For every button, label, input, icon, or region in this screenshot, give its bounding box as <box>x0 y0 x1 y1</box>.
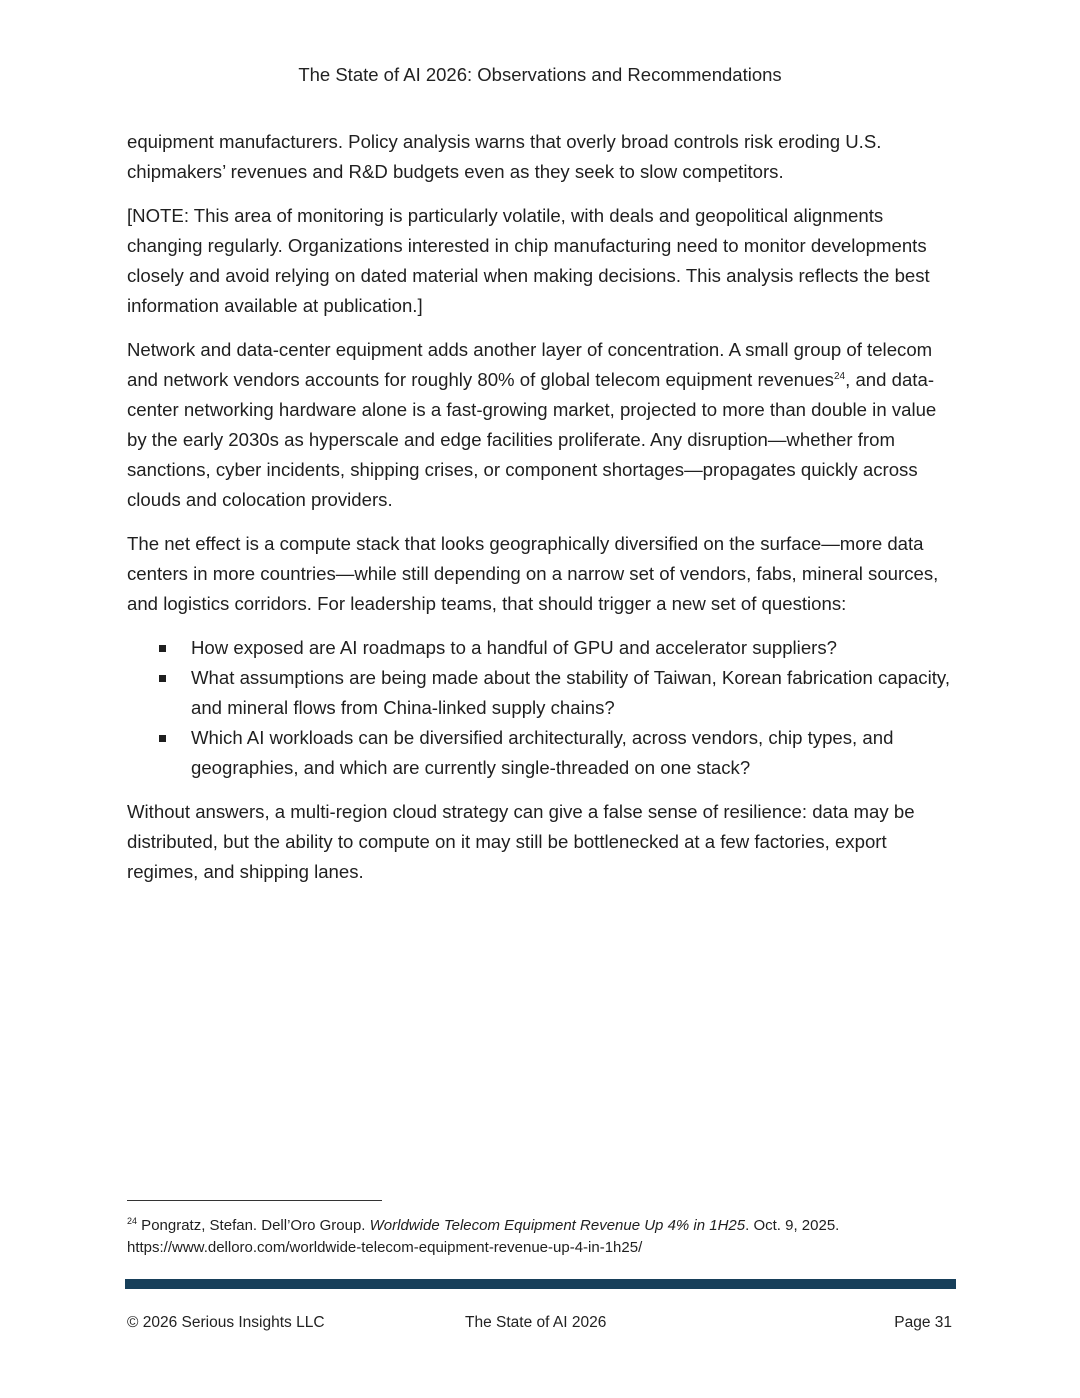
footnote: $^{24}$ Pongratz, Stefan. Dell’Oro Group. Worldwide Telecom Equipment Revenue Up 4% in 1H25. Oct. 9, 2025. https://www.delloro.com/worldwide-telecom-equipment-revenue-up-4-in-1h25/ <box>127 1216 840 1256</box>
paragraph-conclusion: Without answers, a multi-region cloud strategy can give a false sense of resilience: data may be distributed, but the ability to compute on it may still be bottlenecked at a few factories, export regimes, and shipping lanes. <box>127 801 915 882</box>
list-item: What assumptions are being made about the stability of Taiwan, Korean fabrication capacity, and mineral flows from China-linked supply chains? <box>127 663 955 723</box>
footnote-reference[interactable]: 24 <box>833 370 846 382</box>
footnote-url[interactable]: https://www.delloro.com/worldwide-telecom-equipment-revenue-up-4-in-1h25/ <box>127 1239 643 1256</box>
square-bullet-icon <box>159 645 166 652</box>
paragraph-note: [NOTE: This area of monitoring is particularly volatile, with deals and geopolitical alignments changing regularly. Organizations interested in chip manufacturing need to monitor developments closely and avoid relying on dated material when making decisions. This analysis reflects the best information available at publication.] <box>127 205 930 316</box>
footer-copyright: © 2026 Serious Insights LLC <box>127 1314 325 1331</box>
list-item: How exposed are AI roadmaps to a handful of GPU and accelerator suppliers? <box>127 633 955 663</box>
page-header: The State of AI 2026: Observations and Recommendations <box>298 64 782 85</box>
paragraph-net-effect: The net effect is a compute stack that looks geographically diversified on the surface—more data centers in more countries—while still depending on a narrow set of vendors, fabs, mineral sources, and logistics corridors. For leadership teams, that should trigger a new set of questions: <box>127 533 939 614</box>
questions-list <box>127 633 955 783</box>
body-text <box>127 127 955 901</box>
square-bullet-icon <box>159 735 166 742</box>
footnote-article-title: Worldwide Telecom Equipment Revenue Up 4% in 1H25 <box>369 1217 746 1234</box>
footnote-number: 24 <box>127 1216 138 1226</box>
paragraph-network-equipment: Network and data-center equipment adds another layer of concentration. A small group of telecom and network vendors accounts for roughly 80% of global telecom equipment revenues$^{24}$, and data-center networking hardware alone is a fast-growing market, projected to more than double in value by the early 2030s as hyperscale and edge facilities proliferate. Any disruption—whether from sanctions, cyber incidents, shipping crises, or component shortages—propagates quickly across clouds and colocation providers. <box>127 339 937 510</box>
list-item: Which AI workloads can be diversified architecturally, across vendors, chip types, and geographies, and which are currently single-threaded on one stack? <box>127 723 955 783</box>
footer-page-number: Page 31 <box>894 1314 952 1331</box>
footnote-divider <box>127 1200 382 1201</box>
square-bullet-icon <box>159 675 166 682</box>
footer-bar <box>125 1279 956 1289</box>
footer-document-title: The State of AI 2026 <box>465 1314 607 1331</box>
paragraph-export-controls: equipment manufacturers. Policy analysis warns that overly broad controls risk eroding U.S. chipmakers’ revenues and R&D budgets even as they seek to slow competitors. <box>127 131 882 182</box>
